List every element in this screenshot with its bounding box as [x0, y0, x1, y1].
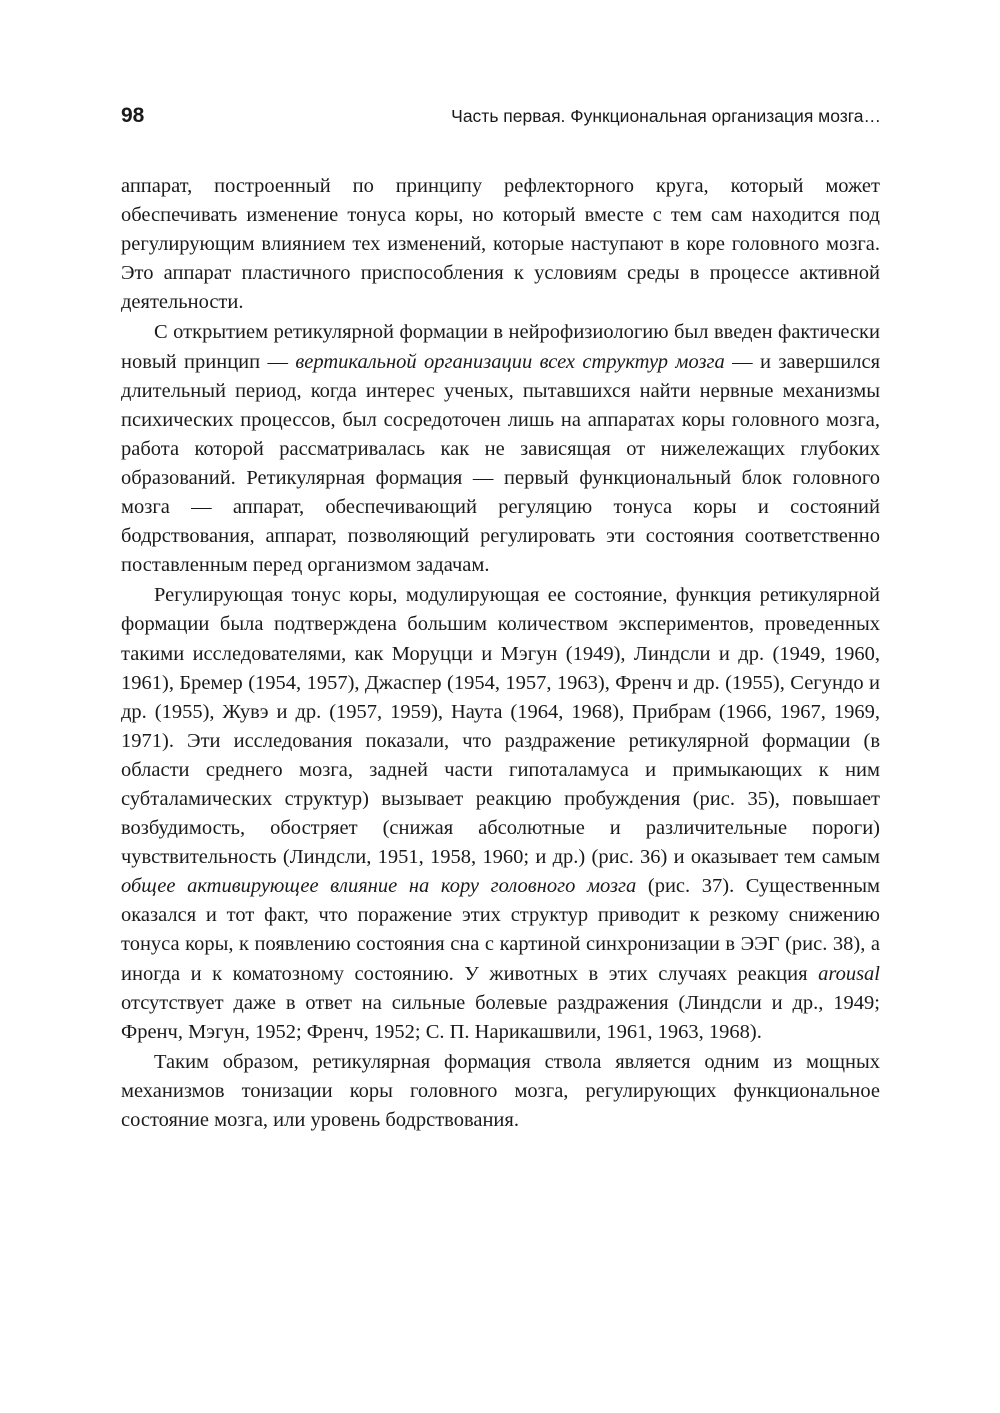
main-text [121, 172, 880, 1135]
paragraph-2 [121, 318, 880, 580]
paragraph-1 [121, 172, 880, 317]
paragraph-3 [121, 581, 880, 1047]
italic-emphasis: общее активирующее влияние на кору головного мозга [121, 875, 637, 898]
running-title: Часть первая. Функциональная организация мозга… [451, 106, 881, 126]
page-number: 98 [121, 104, 145, 127]
text-segment: — и завершился длительный период, когда интерес ученых, пытавшихся найти нервные механизмы психических процессов, был сосредоточен лишь на аппаратах коры головного мозга, работа которой рассматривалась как не зависящая от нижележащих глубоких образований. Ретикулярная формация — первый функциональный блок головного мозга — аппарат, обеспечивающий регуляцию тонуса коры и состояний бодрствования, аппарат, позволяющий регулировать эти состояния соответственно поставленным перед организмом задачам. [121, 350, 880, 577]
italic-emphasis: вертикальной организации всех структур мозга [295, 350, 725, 373]
text-segment: аппарат, построенный по принципу рефлекторного круга, который может обеспечивать изменение тонуса коры, но который вместе с тем сам находится под регулирующим влиянием тех изменений, которые наступают в коре головного мозга. Это аппарат пластичного приспособления к условиям среды в процессе активной деятельности. [121, 175, 880, 314]
text-segment: Регулирующая тонус коры, модулирующая ее состояние, функция ретикулярной формации была подтверждена большим количеством экспериментов, проведенных такими исследователями, как Моруцци и Мэгун (1949), Линдсли и др. (1949, 1960, 1961), Бремер (1954, 1957), Джаспер (1954, 1957, 1963), Френч и др. (1955), Сегундо и др. (1955), Жувэ и др. (1957, 1959), Наута (1964, 1968), Прибрам (1966, 1967, 1969, 1971). Эти исследования показали, что раздражение ретикулярной формации (в области среднего мозга, задней части гипоталамуса и примыкающих к ним субталамических структур) вызывает реакцию пробуждения (рис. 35), повышает возбудимость, обостряет (снижая абсолютные и различительные пороги) чувствительность (Линдсли, 1951, 1958, 1960; и др.) (рис. 36) и оказывает тем самым [121, 584, 880, 869]
italic-term: arousal [818, 962, 880, 985]
text-segment: С открытием ретикулярной формации в нейрофизиологию был введен фактически новый принцип — [121, 321, 880, 373]
text-segment: Таким образом, ретикулярная формация ствола является одним из мощных механизмов тонизации коры головного мозга, регулирующих функциональное состояние мозга, или уровень бодрствования. [121, 1050, 880, 1131]
text-segment: отсутствует даже в ответ на сильные болевые раздражения (Линдсли и др., 1949; Френч, Мэгун, 1952; Френч, 1952; С. П. Нарикашвили, 1961, 1963, 1968). [121, 991, 880, 1043]
text-segment: (рис. 37). Существенным оказался и тот факт, что поражение этих структур приводит к резкому снижению тонуса коры, к появлению состояния сна с картиной синхронизации в ЭЭГ (рис. 38), а иногда и к коматозному состоянию. У животных в этих случаях реакция [121, 875, 880, 985]
paragraph-4 [121, 1048, 880, 1135]
running-header [121, 101, 881, 131]
